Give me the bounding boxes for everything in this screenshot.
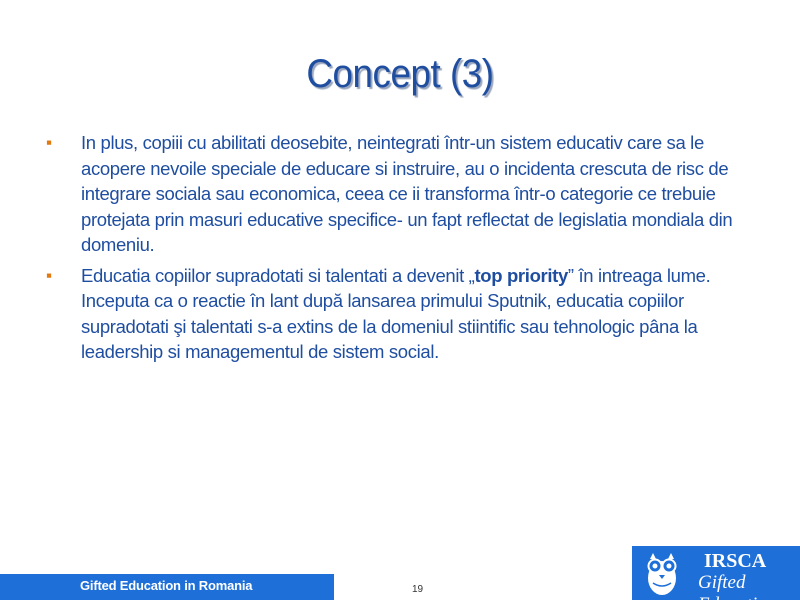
bullet-item [46, 130, 766, 258]
bullet-emphasis: top priority [474, 264, 568, 286]
bullet-item [46, 263, 766, 365]
bullet-text: In plus, copiii cu abilitati deosebite, neintegrati într-un sistem educativ care sa le acopere nevoile speciale de educare si instruire, au o incidenta crescuta de risc de integrare sociala sau economica, ceea ce ii transforma într-o categorie ce trebuie protejata prin masuri educative specifice- un fapt reflectat de legislatia mondiala din domeniu. [81, 132, 733, 255]
page-number: 19 [412, 584, 424, 595]
footer-label: Gifted Education in Romania [80, 578, 253, 593]
bullet-text-continued: ” în intreaga lume. Inceputa ca o reactie în lant după lansarea primului Sputnik, educatia copiilor supradotati şi talentati s-a extins de la domeniul stiintific sau tehnologic pâna la leadership si managementul de sistem social. [81, 264, 711, 362]
slide-title: Concept (3) [306, 52, 494, 96]
footer-bar [0, 574, 334, 600]
irsca-logo [632, 546, 800, 615]
bullet-list [46, 130, 766, 370]
bullet-marker-icon: ▪ [46, 265, 52, 285]
bullet-marker-icon: ▪ [46, 133, 52, 152]
bullet-text: Educatia copiilor supradotati si talentati a devenit „ [81, 264, 475, 286]
logo-title: IRSCA [704, 550, 767, 572]
logo-subtitle: Gifted Education [698, 572, 777, 615]
owl-icon [640, 551, 684, 597]
